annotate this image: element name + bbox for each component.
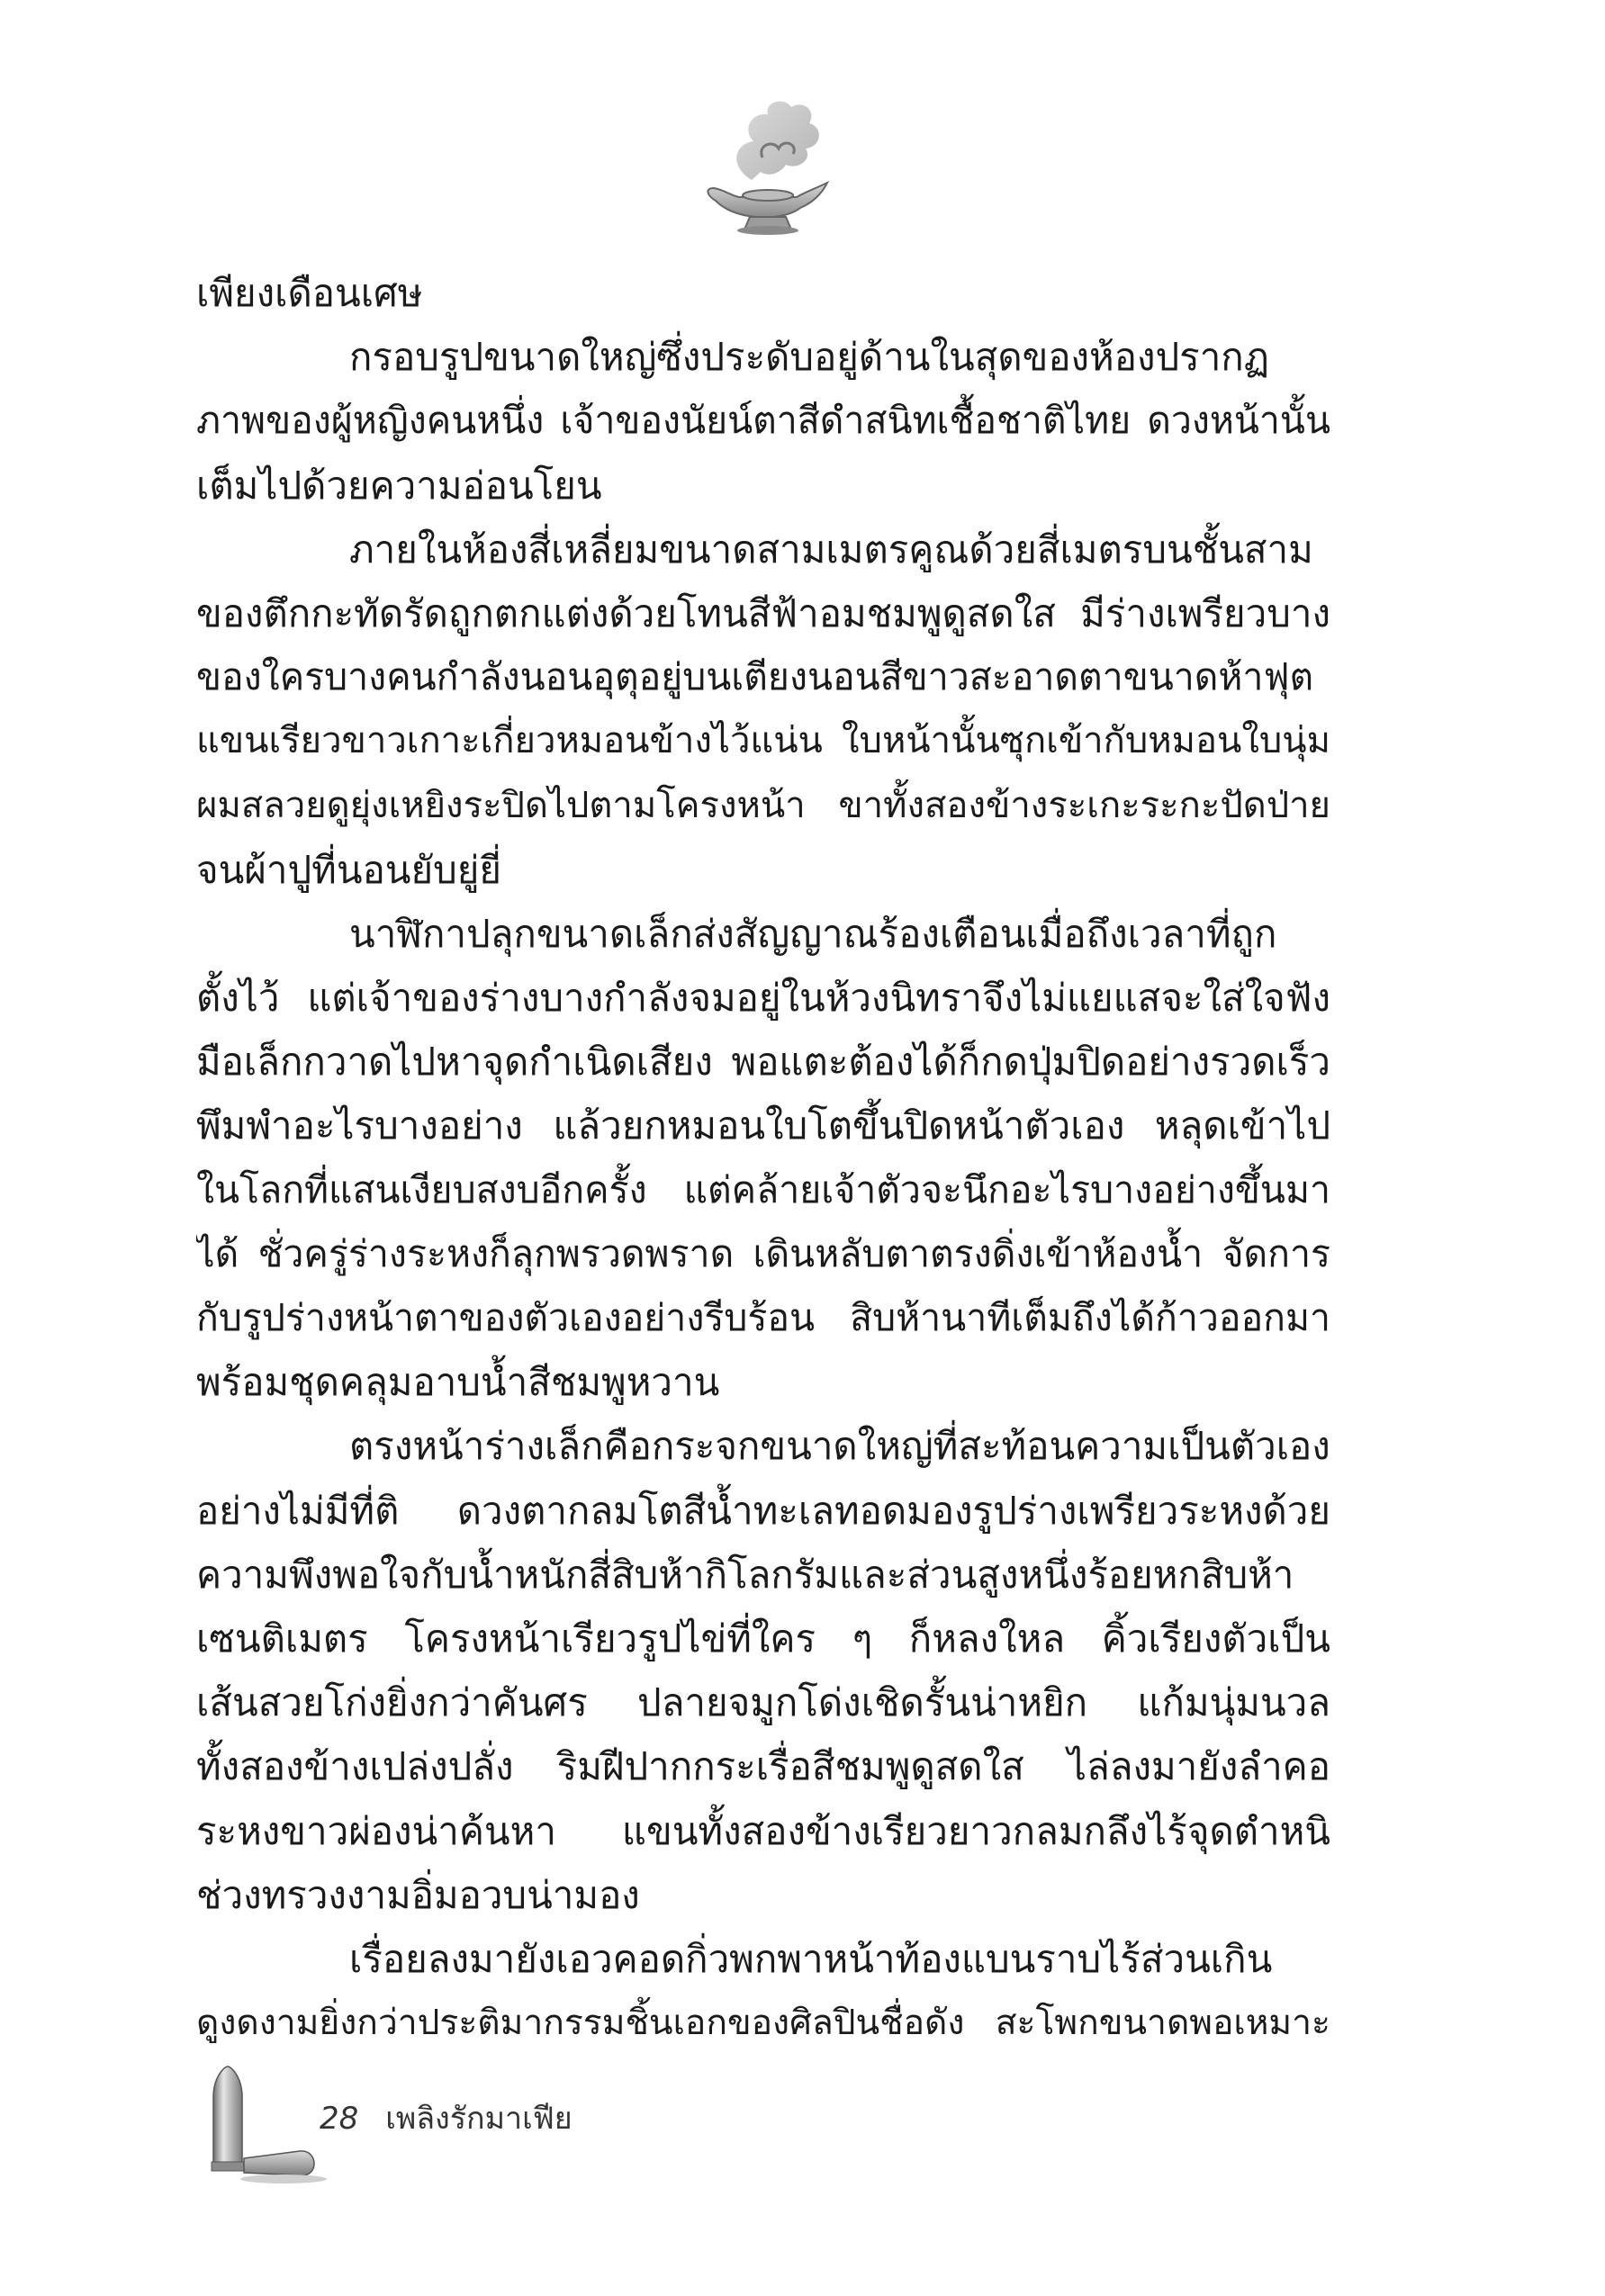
text-line: ตรงหน้าร่างเล็กคือกระจกขนาดใหญ่ที่สะท้อนความเป็นตัวเอง: [349, 1424, 1330, 1469]
chapter-title: เพียงเดือนเศษ: [196, 271, 423, 315]
paragraph: [196, 1414, 1330, 1927]
magic-lamp-icon: [698, 95, 833, 243]
text-line: กับรูปร่างหน้าตาของตัวเองอย่างรีบร้อน สิบห้านาทีเต็มถึงได้ก้าวออกมา: [196, 1296, 1330, 1339]
text-line: ตั้งไว้ แต่เจ้าของร่างบางกำลังจมอยู่ในห้วงนิทราจึงไม่แยแสจะใส่ใจฟัง: [196, 976, 1330, 1021]
text-line: ได้ ชั่วครู่ร่างระหงก็ลุกพรวดพราด เดินหลับตาตรงดิ่งเข้าห้องน้ำ จัดการ: [196, 1231, 1330, 1275]
text-line: เซนติเมตร โครงหน้าเรียวรูปไข่ที่ใคร ๆ ก็หลงใหล คิ้วเรียงตัวเป็น: [196, 1616, 1330, 1661]
paragraph: [196, 518, 1330, 902]
text-line: ภายในห้องสี่เหลี่ยมขนาดสามเมตรคูณด้วยสี่เมตรบนชั้นสาม: [349, 527, 1313, 572]
page-number: 28: [320, 2101, 359, 2137]
text-line: ผมสลวยดูยุ่งเหยิงระปิดไปตามโครงหน้า ขาทั้งสองข้างระเกะระกะปัดป่าย: [196, 784, 1330, 826]
text-line: ภาพของผู้หญิงคนหนึ่ง เจ้าของนัยน์ตาสีดำสนิทเชื้อชาติไทย ดวงหน้านั้น: [196, 399, 1330, 443]
text-line: เรื่อยลงมายังเอวคอดกิ่วพกพาหน้าท้องแบนราบไร้ส่วนเกิน: [349, 1936, 1273, 1981]
paragraph: [196, 902, 1330, 1415]
book-title: เพลิงรักมาเฟีย: [385, 2101, 573, 2137]
text-line: ในโลกที่แสนเงียบสงบอีกครั้ง แต่คล้ายเจ้าตัวจะนึกอะไรบางอย่างขึ้นมา: [196, 1167, 1330, 1211]
text-line: เส้นสวยโก่งยิ่งกว่าคันศร ปลายจมูกโด่งเชิดรั้นน่าหยิก แก้มนุ่มนวล: [196, 1680, 1330, 1725]
text-line: นาฬิกาปลุกขนาดเล็กส่งสัญญาณร้องเตือนเมื่อถึงเวลาที่ถูก: [349, 911, 1277, 956]
text-line: มือเล็กกวาดไปหาจุดกำเนิดเสียง พอแตะต้องได้ก็กดปุ่มปิดอย่างรวดเร็ว: [196, 1040, 1330, 1085]
text-line: ดูงดงามยิ่งกว่าประติมากรรมชิ้นเอกของศิลปินชื่อดัง สะโพกขนาดพอเหมาะ: [196, 2003, 1330, 2044]
text-line: ของตึกกะทัดรัดถูกตกแต่งด้วยโทนสีฟ้าอมชมพูดูสดใส มีร่างเพรียวบาง: [196, 590, 1330, 635]
chapter-text: [196, 261, 1330, 2055]
page-footer: [194, 2061, 824, 2187]
text-line: ทั้งสองข้างเปล่งปลั่ง ริมฝีปากกระเรื่อสีชมพูดูสดใส ไล่ลงมายังลำคอ: [196, 1744, 1330, 1789]
text-line: แขนเรียวขาวเกาะเกี่ยวหมอนข้างไว้แน่น ใบหน้านั้นซุกเข้ากับหมอนใบนุ่ม: [196, 720, 1330, 762]
text-line: อย่างไม่มีที่ติ ดวงตากลมโตสีน้ำทะเลทอดมองรูปร่างเพรียวระหงด้วย: [196, 1488, 1330, 1533]
text-line: เต็มไปด้วยความอ่อนโยน: [196, 463, 602, 508]
text-line: จนผ้าปูที่นอนยับยู่ยี่: [196, 847, 501, 892]
text-line: ช่วงทรวงงามอิ่มอวบน่ามอง: [196, 1872, 640, 1917]
text-line: ของใครบางคนกำลังนอนอุตุอยู่บนเตียงนอนสีขาวสะอาดตาขนาดห้าฟุต: [196, 655, 1314, 699]
text-line: ความพึงพอใจกับน้ำหนักสี่สิบห้ากิโลกรัมและส่วนสูงหนึ่งร้อยหกสิบห้า: [196, 1552, 1294, 1597]
paragraph: [196, 325, 1330, 518]
paragraph: [196, 1927, 1330, 2055]
footer-text: [320, 2093, 573, 2142]
text-line: พึมพำอะไรบางอย่าง แล้วยกหมอนใบโตขึ้นปิดหน้าตัวเอง หลุดเข้าไป: [196, 1103, 1330, 1148]
text-line: กรอบรูปขนาดใหญ่ซึ่งประดับอยู่ด้านในสุดของห้องปรากฏ: [349, 335, 1269, 380]
text-line: ระหงขาวผ่องน่าค้นหา แขนทั้งสองข้างเรียวยาวกลมกลึงไร้จุดตำหนิ: [196, 1808, 1330, 1853]
text-line: พร้อมชุดคลุมอาบน้ำสีชมพูหวาน: [196, 1360, 720, 1405]
bullet-icon: [194, 2061, 329, 2187]
